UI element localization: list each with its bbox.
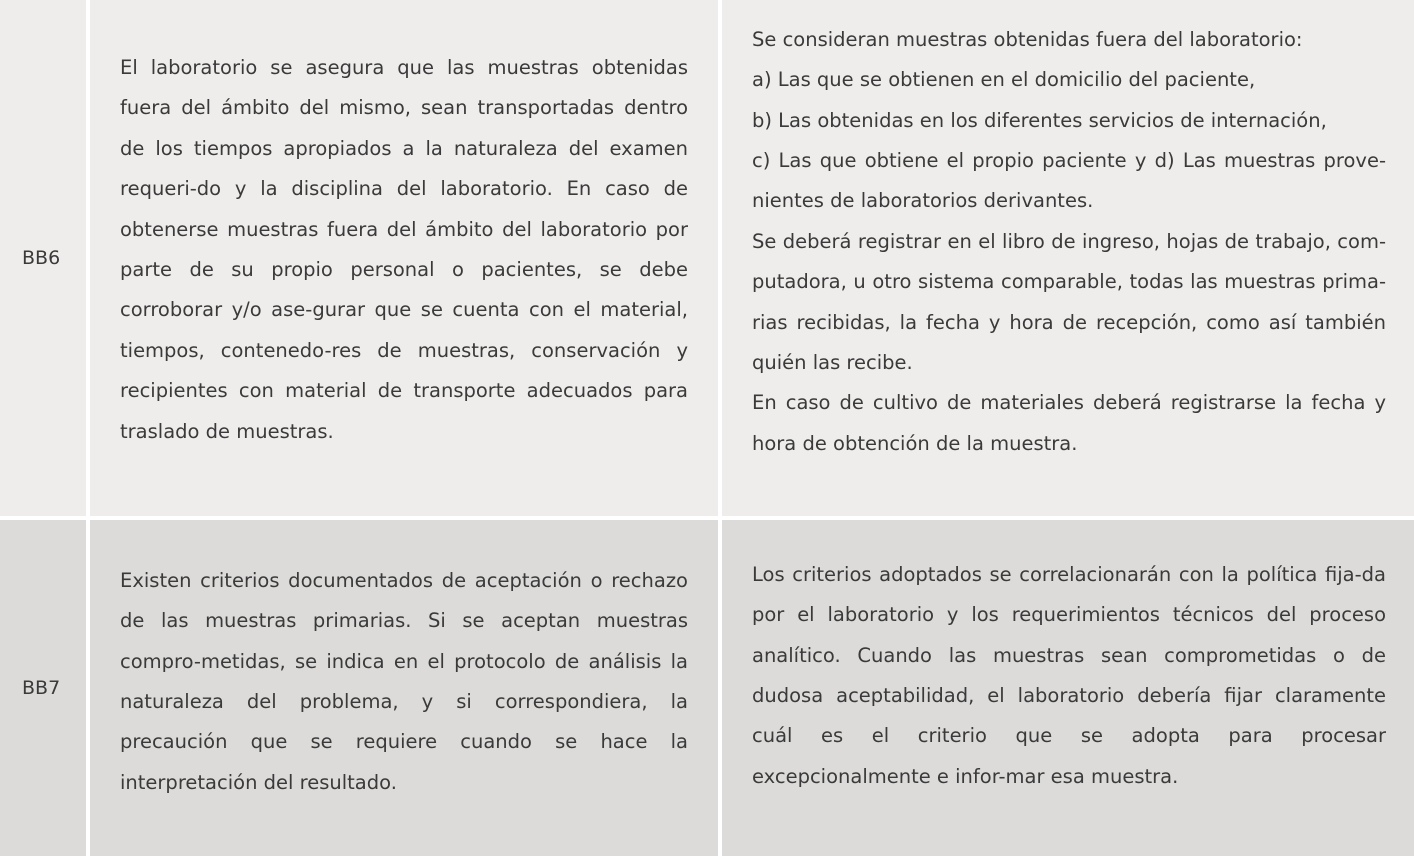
- row-id-cell: [0, 0, 86, 516]
- row-id: BB6: [22, 247, 61, 269]
- note-cell: [722, 520, 1414, 856]
- requirement-text: El laboratorio se asegura que las muestras obtenidas fuera del ámbito del mismo, sean transportadas dentro de los tiempos apropiados a la naturaleza del examen requeri-do y la disciplina del laboratorio. En caso de obtenerse muestras fuera del ámbito del laboratorio por parte de su propio personal o pacientes, se debe corroborar y/o ase-gurar que se cuenta con el material, tiempos, contenedo-res de muestras, conservación y recipientes con material de transporte adecuados para traslado de muestras.: [120, 55, 688, 443]
- note-line: Los criterios adoptados se correlacionarán con la política fija-da por el laboratorio y los requerimientos técnicos del proceso analítico. Cuando las muestras sean comprometidas o de dudosa aceptabilidad, el laboratorio debería fijar claramente cuál es el criterio que se adopta para procesar excepcionalmente e infor-mar esa muestra.: [752, 562, 1386, 788]
- note-line: Se deberá registrar en el libro de ingreso, hojas de trabajo, com-putadora, u otro sistema comparable, todas las muestras prima-rias recibidas, la fecha y hora de recepción, como así también quién las recibe.: [752, 229, 1386, 375]
- requirement-cell: [90, 520, 718, 856]
- note-text: [752, 20, 1386, 464]
- requirement-text: Existen criterios documentados de aceptación o rechazo de las muestras primarias. Si se aceptan muestras compro-metidas, se indica en el protocolo de análisis la naturaleza del problema, y si correspondiera, la precaución que se requiere cuando se hace la interpretación del resultado.: [120, 568, 688, 794]
- requirement-cell: [90, 0, 718, 516]
- row-id: BB7: [22, 677, 61, 699]
- note-line: En caso de cultivo de materiales deberá registrarse la fecha y hora de obtención de la muestra.: [752, 391, 1386, 455]
- table-row: [0, 520, 1414, 856]
- note-line: Se consideran muestras obtenidas fuera del laboratorio:: [752, 27, 1303, 51]
- row-id-cell: [0, 520, 86, 856]
- note-text: [752, 555, 1386, 797]
- note-cell: [722, 0, 1414, 516]
- note-line: c) Las que obtiene el propio paciente y d) Las muestras prove-nientes de laboratorios derivantes.: [752, 148, 1386, 213]
- note-line: b) Las obtenidas en los diferentes servicios de internación,: [752, 108, 1327, 132]
- note-line: a) Las que se obtienen en el domicilio del paciente,: [752, 68, 1256, 92]
